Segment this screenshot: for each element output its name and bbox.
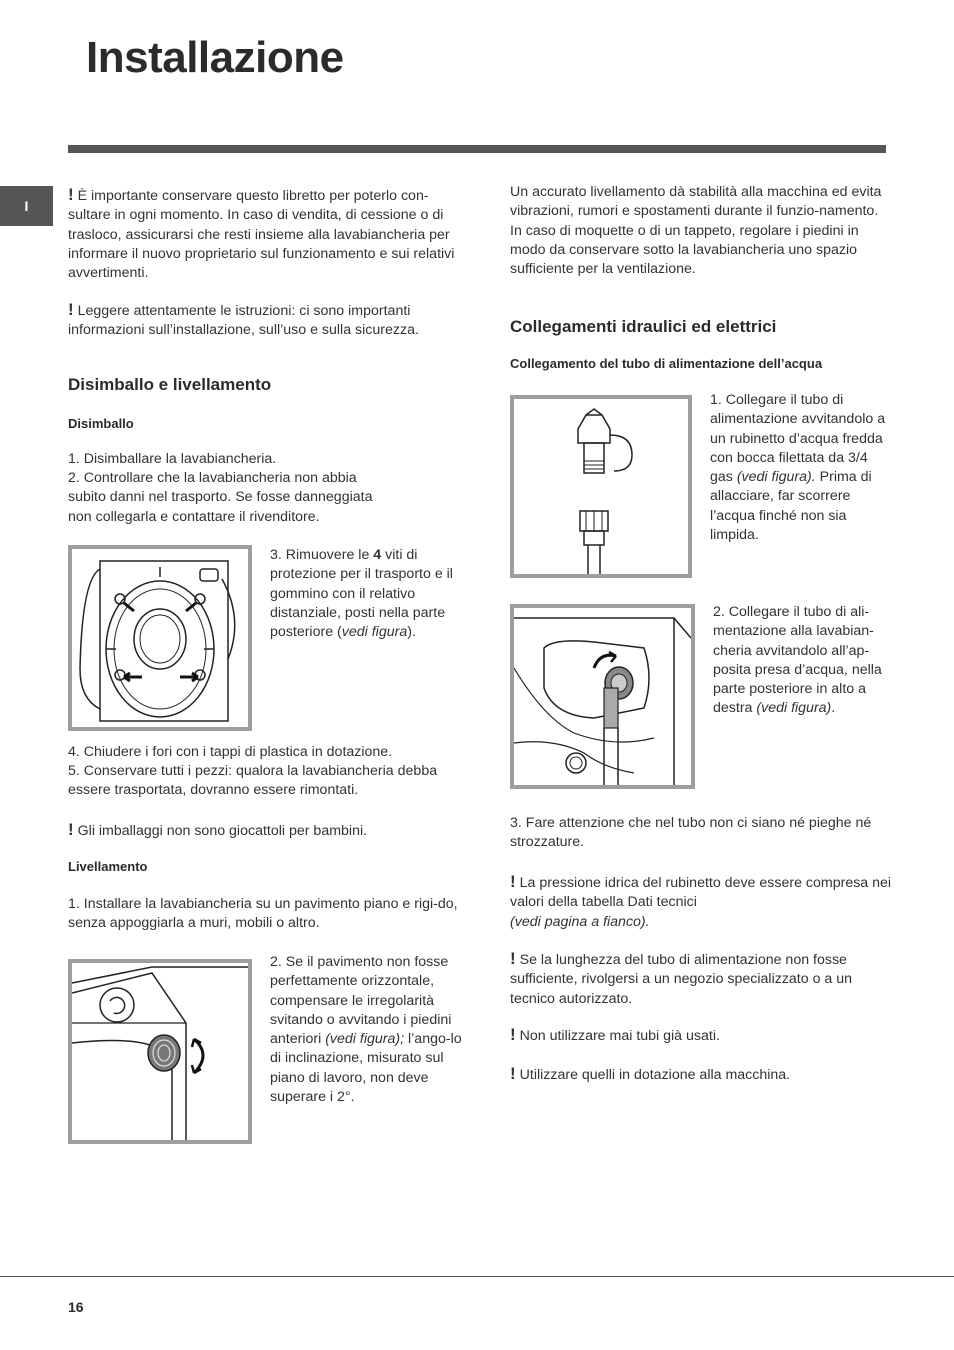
footer-rule <box>0 1276 954 1277</box>
exclamation-icon: ! <box>68 820 74 839</box>
warning-pressure: ! La pressione idrica del rubinetto deve essere compresa nei valori della tabella Dati tecnici (vedi pagina a fianco). <box>510 872 892 930</box>
subsection-title-leveling: Livellamento <box>68 859 148 874</box>
unpack-step-4: 4. Chiudere i fori con i tappi di plastica in dotazione. <box>68 744 393 760</box>
unpack-step-3: 3. Rimuovere le 4 viti di protezione per il trasporto e il gommino con il relativo distanziale, posti nella parte posteriore (vedi figura). <box>270 547 453 641</box>
figure-tap-connection <box>510 395 692 578</box>
warning-supplied-hoses: ! Utilizzare quelli in dotazione alla macchina. <box>510 1064 791 1083</box>
header-rule <box>68 145 886 153</box>
unpack-step-5: 5. Conservare tutti i pezzi: qualora la lavabiancheria debba essere trasportata, dovranno essere rimontati. <box>68 763 438 799</box>
page-title: Installazione <box>86 33 344 82</box>
page-number: 16 <box>68 1299 84 1315</box>
section-title-unpacking-leveling: Disimballo e livellamento <box>68 375 272 394</box>
subsection-title-water-hose: Collegamento del tubo di alimentazione dell’acqua <box>510 356 823 371</box>
language-tab: I <box>0 186 53 226</box>
water-step-1: 1. Collegare il tubo di alimentazione avvitandolo a un rubinetto d’acqua fredda con bocca filettata da 3/4 gas (vedi figura). Prima di allacciare, far scorrere l’acqua finché non sia limpida. <box>710 392 886 544</box>
warning-used-hoses: ! Non utilizzare mai tubi già usati. <box>510 1025 720 1044</box>
level-step-1: 1. Installare la lavabiancheria su un pavimento piano e rigi-do, senza appoggiarla a muri, mobili o altro. <box>68 896 458 932</box>
exclamation-icon: ! <box>68 185 74 204</box>
water-step-2: 2. Collegare il tubo di ali-mentazione alla lavabian-cheria avvitandolo all’ap-posita presa d’acqua, nella parte posteriore in alto a destra (vedi figura). <box>713 604 882 717</box>
unpack-step-1: 1. Disimballare la lavabiancheria. <box>68 451 277 467</box>
leveling-intro: Un accurato livellamento dà stabilità alla macchina ed evita vibrazioni, rumori e spostamenti durante il funzio-namento. In caso di moquette o di un tappeto, regolare i piedini in modo da conservare sotto la lavabiancheria uno spazio sufficiente per la ventilazione. <box>510 184 882 278</box>
warning-read-instructions: ! Leggere attentamente le istruzioni: ci sono importanti informazioni sull’installazione, sull’uso e sulla sicurezza. <box>68 300 419 339</box>
section-title-hydraulic-electric: Collegamenti idraulici ed elettrici <box>510 317 777 336</box>
subsection-title-unpacking: Disimballo <box>68 416 134 431</box>
exclamation-icon: ! <box>510 949 516 968</box>
exclamation-icon: ! <box>510 1025 516 1044</box>
level-step-2: 2. Se il pavimento non fosse perfettamente orizzontale, compensare le irregolarità svitando o avvitando i piedini anteriori (vedi figura); l’ango-lo di inclinazione, misurato sul piano di lavoro, non deve superare i 2°. <box>270 954 462 1106</box>
exclamation-icon: ! <box>510 872 516 891</box>
figure-leveling-feet <box>68 959 252 1144</box>
water-step-3: 3. Fare attenzione che nel tubo non ci siano né pieghe né strozzature. <box>510 815 872 851</box>
exclamation-icon: ! <box>68 300 74 319</box>
unpack-step-2: 2. Controllare che la lavabiancheria non abbia subito danni nel trasporto. Se fosse danneggiata non collegarla e contattare il rivenditore. <box>68 470 373 525</box>
exclamation-icon: ! <box>510 1064 516 1083</box>
warning-hose-length: ! Se la lunghezza del tubo di alimentazione non fosse sufficiente, rivolgersi a un negozio specializzato o a un tecnico autorizzato. <box>510 949 853 1007</box>
warning-keep-manual: ! È importante conservare questo libretto per poterlo con-sultare in ogni momento. In caso di vendita, di cessione o di trasloco, assicurarsi che resti insieme alla lavabiancheria per informare il nuovo proprietario sul funzionamento e sui relativi avvertimenti. <box>68 185 455 282</box>
figure-rear-screws <box>68 545 252 731</box>
warning-packaging: ! Gli imballaggi non sono giocattoli per bambini. <box>68 820 368 839</box>
figure-machine-inlet <box>510 604 695 789</box>
